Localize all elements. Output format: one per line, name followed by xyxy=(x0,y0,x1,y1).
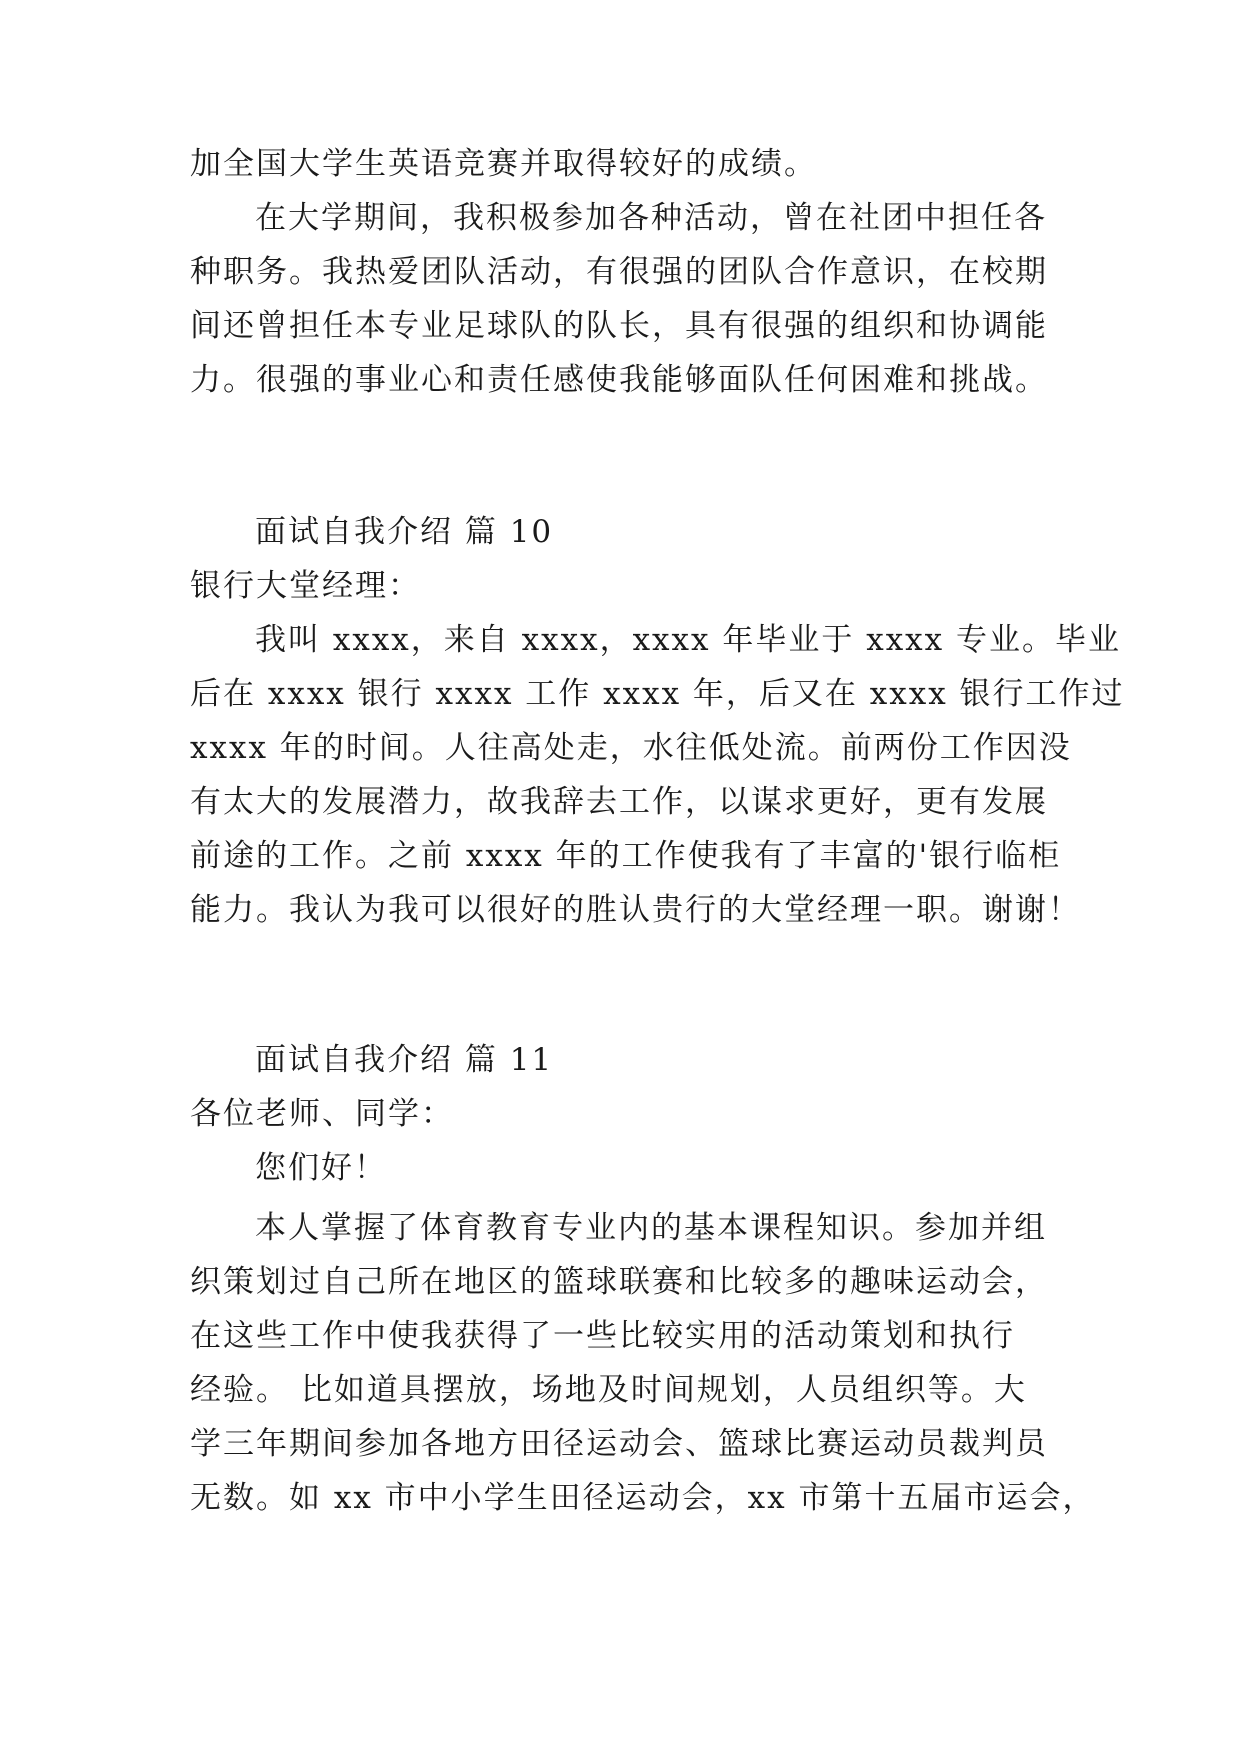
paragraph-line: 间还曾担任本专业足球队的队长，具有很强的组织和协调能 xyxy=(190,308,1048,344)
paragraph-line: 经验。 比如道具摆放，场地及时间规划，人员组织等。大 xyxy=(190,1372,1027,1408)
salutation: 各位老师、同学： xyxy=(190,1096,454,1132)
paragraph-line: 后在 xxxx 银行 xxxx 工作 xxxx 年，后又在 xxxx 银行工作过 xyxy=(190,676,1125,712)
paragraph-line: 在大学期间，我积极参加各种活动，曾在社团中担任各 xyxy=(255,200,1047,236)
paragraph-line: 力。很强的事业心和责任感使我能够面队任何困难和挑战。 xyxy=(190,362,1048,398)
section-heading: 面试自我介绍 篇 10 xyxy=(255,514,554,550)
paragraph-line: 本人掌握了体育教育专业内的基本课程知识。参加并组 xyxy=(255,1210,1047,1246)
paragraph-line: 前途的工作。之前 xxxx 年的工作使我有了丰富的'银行临柜 xyxy=(190,838,1062,874)
paragraph-line: 加全国大学生英语竞赛并取得较好的成绩。 xyxy=(190,146,817,182)
paragraph-line: xxxx 年的时间。人往高处走，水往低处流。前两份工作因没 xyxy=(190,730,1072,766)
paragraph-line: 我叫 xxxx，来自 xxxx，xxxx 年毕业于 xxxx 专业。毕业 xyxy=(255,622,1121,658)
greeting: 您们好！ xyxy=(255,1150,387,1186)
paragraph-line: 学三年期间参加各地方田径运动会、篮球比赛运动员裁判员 xyxy=(190,1426,1048,1462)
paragraph-line: 织策划过自己所在地区的篮球联赛和比较多的趣味运动会， xyxy=(190,1264,1048,1300)
paragraph-line: 有太大的发展潜力，故我辞去工作，以谋求更好，更有发展 xyxy=(190,784,1048,820)
paragraph-line: 无数。如 xx 市中小学生田径运动会，xx 市第十五届市运会， xyxy=(190,1480,1096,1516)
salutation: 银行大堂经理： xyxy=(190,568,421,604)
paragraph-line: 能力。我认为我可以很好的胜认贵行的大堂经理一职。谢谢！ xyxy=(190,892,1081,928)
paragraph-line: 种职务。我热爱团队活动，有很强的团队合作意识，在校期 xyxy=(190,254,1048,290)
section-heading: 面试自我介绍 篇 11 xyxy=(255,1042,554,1078)
paragraph-line: 在这些工作中使我获得了一些比较实用的活动策划和执行 xyxy=(190,1318,1015,1354)
